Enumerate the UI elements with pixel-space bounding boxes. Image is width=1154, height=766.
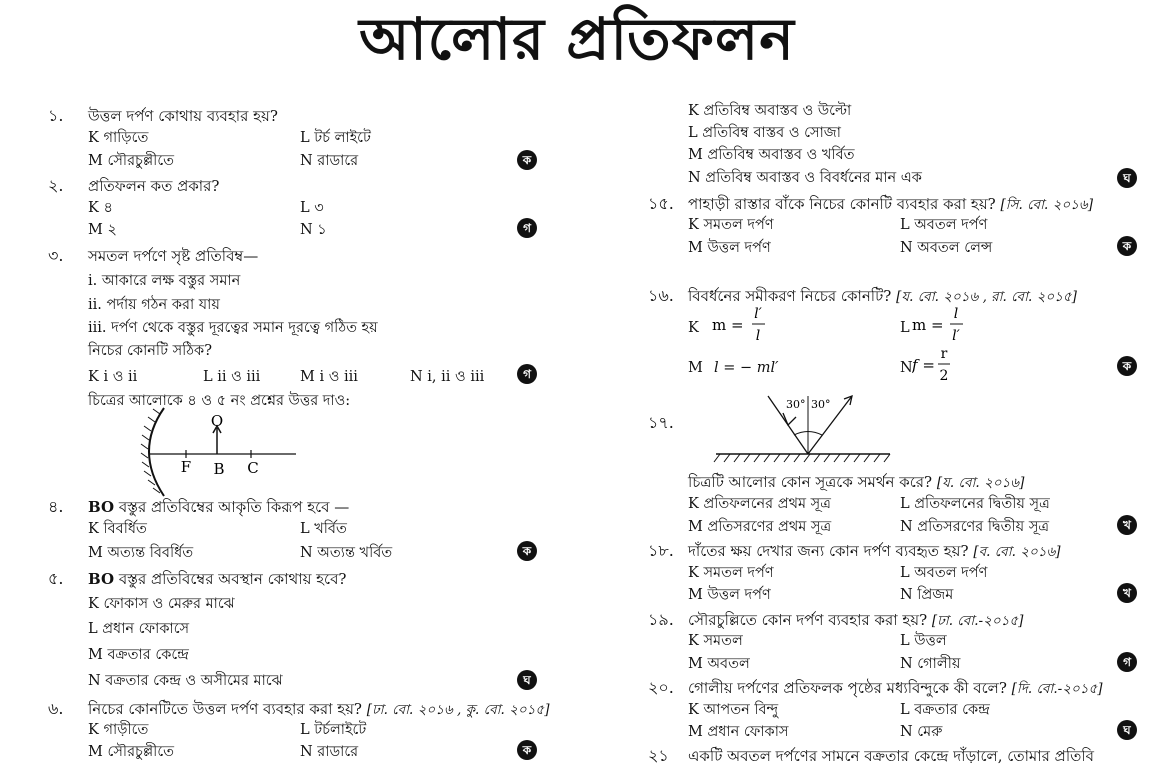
q19-source: [ঢা. বো.-২০১৫] bbox=[931, 613, 1024, 629]
page-title: আলোর প্রতিফলন bbox=[359, 5, 795, 73]
q19-option-b: L উত্তল bbox=[900, 633, 947, 649]
label-f: F bbox=[180, 458, 192, 476]
q16-formula-b bbox=[912, 306, 972, 346]
q6-option-b: L টর্চলাইটে bbox=[300, 722, 367, 738]
q18-question: দাঁতের ক্ষয় দেখার জন্য কোন দর্পণ ব্যবহৃত হয়? bbox=[688, 542, 969, 560]
q16-fa-den: l bbox=[755, 328, 761, 344]
q14-option-a: K প্রতিবিম্ব অবাস্তব ও উল্টো bbox=[688, 103, 852, 119]
q19-text bbox=[688, 610, 1023, 631]
q6-option-a: K গাড়ীতে bbox=[88, 722, 149, 738]
q3-text: সমতল দর্পণে সৃষ্ট প্রতিবিম্ব— bbox=[88, 247, 259, 265]
q17-option-a: K প্রতিফলনের প্রথম সূত্র bbox=[688, 496, 831, 512]
q2-option-b: L ৩ bbox=[300, 200, 324, 216]
incident-arrow-head bbox=[783, 413, 796, 425]
q2-number: ২. bbox=[48, 176, 64, 195]
q19-option-d: N গোলীয় bbox=[900, 656, 961, 672]
q17-option-b: L প্রতিফলনের দ্বিতীয় সূত্র bbox=[900, 496, 1050, 512]
q14-answer-badge: ঘ bbox=[1117, 168, 1137, 188]
q15-option-d: N অবতল লেন্স bbox=[900, 240, 993, 256]
q5-question: বস্তুর প্রতিবিম্বের অবস্থান কোথায় হবে? bbox=[118, 570, 347, 588]
q20-option-b: L বক্রতার কেন্দ্র bbox=[900, 702, 990, 718]
q16-fd-den: 2 bbox=[939, 368, 949, 384]
q18-option-d: N প্রিজম bbox=[900, 587, 954, 603]
q14-option-c: M প্রতিবিম্ব অবাস্তব ও খর্বিত bbox=[688, 147, 855, 163]
q19-option-c: M অবতল bbox=[688, 656, 750, 672]
q18-text bbox=[688, 541, 1061, 562]
q17-answer-badge: খ bbox=[1117, 515, 1137, 535]
q18-number: ১৮. bbox=[648, 541, 674, 560]
q6-source: [ঢা. বো. ২০১৬ , কু. বো. ২০১৫] bbox=[366, 702, 550, 718]
q5-answer-badge: ঘ bbox=[517, 670, 537, 690]
q3-ask: নিচের কোনটি সঠিক? bbox=[88, 343, 212, 359]
q18-option-a: K সমতল দর্পণ bbox=[688, 565, 774, 581]
q5-bo: BO bbox=[88, 570, 115, 588]
q6-option-c: M সৌরচুল্লীতে bbox=[88, 744, 175, 760]
q4-question: বস্তুর প্রতিবিম্বের আকৃতি কিরূপ হবে — bbox=[118, 498, 350, 516]
q6-question: নিচের কোনটিতে উত্তল দর্পণ ব্যবহার করা হয়? bbox=[88, 700, 362, 718]
q17-option-c: M প্রতিসরণের প্রথম সূত্র bbox=[688, 519, 832, 535]
q3-option-b: L ii ও iii bbox=[203, 369, 261, 385]
q2-option-c: M ২ bbox=[88, 222, 117, 238]
q5-text bbox=[88, 569, 346, 589]
q1-answer-badge: ক bbox=[517, 150, 537, 170]
q18-option-b: L অবতল দর্পণ bbox=[900, 565, 988, 581]
q20-answer-badge: ঘ bbox=[1117, 720, 1137, 740]
q6-option-d: N রাডারে bbox=[300, 744, 359, 760]
q16-answer-badge: ক bbox=[1117, 356, 1137, 376]
q16-question: বিবর্ধনের সমীকরণ নিচের কোনটি? bbox=[688, 287, 892, 305]
q14-option-b: L প্রতিবিম্ব বাস্তব ও সোজা bbox=[688, 125, 841, 141]
q16-source: [য. বো. ২০১৬ , রা. বো. ২০১৫] bbox=[896, 289, 1077, 305]
q4-option-c: M অত্যন্ত বিবর্ধিত bbox=[88, 545, 194, 561]
q20-option-a: K আপতন বিন্দু bbox=[688, 702, 779, 718]
q16-option-c-letter: M bbox=[688, 360, 703, 376]
q3-statement-ii: ii. পর্দায় গঠন করা যায় bbox=[88, 297, 220, 313]
q3-statement-iii: iii. দর্পণ থেকে বস্তুর দূরত্বের সমান দূরত্বে গঠিত হয় bbox=[88, 320, 378, 336]
q3-option-a: K i ও ii bbox=[88, 369, 138, 385]
q1-text: উত্তল দর্পণ কোথায় ব্যবহার হয়? bbox=[88, 107, 278, 125]
q5-option-a: K ফোকাস ও মেরুর মাঝে bbox=[88, 596, 235, 612]
q18-option-c: M উত্তল দর্পণ bbox=[688, 587, 771, 603]
q4-option-a: K বিবর্ধিত bbox=[88, 521, 147, 537]
q3-statement-i: i. আকারে লক্ষ বস্তুর সমান bbox=[88, 273, 241, 289]
q1-option-c: M সৌরচুল্লীতে bbox=[88, 153, 175, 169]
q16-option-a-letter: K bbox=[688, 320, 699, 336]
q20-number: ২০. bbox=[648, 678, 674, 697]
q16-number: ১৬. bbox=[648, 286, 674, 305]
q6-number: ৬. bbox=[48, 699, 64, 718]
q16-formula-c: l = − ml′ bbox=[714, 360, 779, 376]
q1-number: ১. bbox=[48, 106, 64, 125]
q19-option-a: K সমতল bbox=[688, 633, 743, 649]
concave-mirror-figure bbox=[120, 406, 310, 498]
q4-text bbox=[88, 497, 349, 517]
q17-question: চিত্রটি আলোর কোন সূত্রকে সমর্থন করে? bbox=[688, 473, 933, 491]
q15-option-c: M উত্তল দর্পণ bbox=[688, 240, 771, 256]
q1-option-b: L টর্চ লাইটে bbox=[300, 130, 371, 146]
q3-option-d: N i, ii ও iii bbox=[410, 369, 485, 385]
q4-number: ৪. bbox=[48, 497, 64, 516]
q15-option-b: L অবতল দর্পণ bbox=[900, 217, 988, 233]
q21-number: ২১ bbox=[648, 746, 669, 765]
q6-text bbox=[88, 699, 549, 720]
q15-source: [সি. বো. ২০১৬] bbox=[1000, 197, 1093, 213]
q18-source: [ব. বো. ২০১৬] bbox=[973, 544, 1061, 560]
q2-answer-badge: গ bbox=[517, 218, 537, 238]
q16-formula-a bbox=[712, 306, 772, 346]
q16-option-d-letter: N bbox=[900, 360, 913, 376]
q17-number: ১৭. bbox=[648, 413, 674, 432]
q20-option-d: N মেরু bbox=[900, 724, 943, 740]
q19-number: ১৯. bbox=[648, 610, 674, 629]
q16-fb-num: l bbox=[953, 306, 959, 322]
q20-source: [দি. বো.-২০১৫] bbox=[1011, 681, 1103, 697]
mirror-hatching bbox=[141, 409, 160, 493]
q16-fd-num: r bbox=[940, 346, 948, 362]
q1-option-d: N রাডারে bbox=[300, 153, 359, 169]
q16-fa-num: l′ bbox=[754, 306, 762, 322]
q15-answer-badge: ক bbox=[1117, 236, 1137, 256]
angle-incidence-label: 30° bbox=[786, 398, 806, 411]
q5-option-d: N বক্রতার কেন্দ্র ও অসীমের মাঝে bbox=[88, 673, 283, 689]
q17-text bbox=[688, 472, 1024, 493]
q5-number: ৫. bbox=[48, 569, 64, 588]
q19-answer-badge: গ bbox=[1117, 652, 1137, 672]
q14-option-d: N প্রতিবিম্ব অবাস্তব ও বিবর্ধনের মান এক bbox=[688, 170, 922, 186]
q16-fd-lhs: f = bbox=[912, 356, 935, 374]
surface-hatching bbox=[714, 454, 890, 462]
q18-answer-badge: খ bbox=[1117, 583, 1137, 603]
q20-option-c: M প্রধান ফোকাস bbox=[688, 724, 789, 740]
q5-option-c: M বক্রতার কেন্দ্রে bbox=[88, 647, 189, 663]
q6-answer-badge: ক bbox=[517, 740, 537, 760]
q16-fb-den: l′ bbox=[952, 328, 960, 344]
q2-option-d: N ১ bbox=[300, 222, 327, 238]
q16-fb-lhs: m = bbox=[912, 316, 944, 334]
q3-answer-badge: গ bbox=[517, 364, 537, 384]
q3-number: ৩. bbox=[48, 246, 64, 265]
q16-fa-lhs: m = bbox=[712, 316, 744, 334]
q15-question: পাহাড়ী রাস্তার বাঁকে নিচের কোনটি ব্যবহার করা হয়? bbox=[688, 195, 996, 213]
label-o: O bbox=[210, 412, 224, 430]
q4-option-d: N অত্যন্ত খর্বিত bbox=[300, 545, 393, 561]
q16-option-b-letter: L bbox=[900, 320, 910, 336]
q15-option-a: K সমতল দর্পণ bbox=[688, 217, 774, 233]
q4-option-b: L খর্বিত bbox=[300, 521, 347, 537]
label-b: B bbox=[213, 460, 225, 478]
q2-text: প্রতিফলন কত প্রকার? bbox=[88, 177, 220, 195]
q1-option-a: K গাড়িতে bbox=[88, 130, 149, 146]
q4-answer-badge: ক bbox=[517, 541, 537, 561]
q20-text bbox=[688, 678, 1103, 699]
q21-text: একটি অবতল দর্পণের সামনে বক্রতার কেন্দ্রে দাঁড়ালে, তোমার প্রতিবি bbox=[688, 747, 1095, 765]
q19-question: সৌরচুল্লিতে কোন দর্পণ ব্যবহার করা হয়? bbox=[688, 611, 928, 629]
q16-text bbox=[688, 286, 1077, 307]
q16-formula-d bbox=[912, 346, 972, 386]
q15-text bbox=[688, 194, 1093, 215]
q17-option-d: N প্রতিসরণের দ্বিতীয় সূত্র bbox=[900, 519, 1050, 535]
angle-reflection-label: 30° bbox=[811, 398, 831, 411]
stimulus-text: চিত্রের আলোকে ৪ ও ৫ নং প্রশ্নের উত্তর দাও: bbox=[88, 393, 351, 409]
q20-question: গোলীয় দর্পণের প্রতিফলক পৃষ্ঠের মধ্যবিন্দুকে কী বলে? bbox=[688, 679, 1007, 697]
q2-option-a: K ৪ bbox=[88, 200, 113, 216]
q5-option-b: L প্রধান ফোকাসে bbox=[88, 621, 190, 637]
reflection-figure bbox=[710, 388, 900, 468]
q4-bo: BO bbox=[88, 498, 115, 516]
q3-option-c: M i ও iii bbox=[300, 369, 358, 385]
q15-number: ১৫. bbox=[648, 194, 674, 213]
q17-source: [য. বো. ২০১৬] bbox=[936, 475, 1025, 491]
label-c: C bbox=[247, 459, 259, 477]
